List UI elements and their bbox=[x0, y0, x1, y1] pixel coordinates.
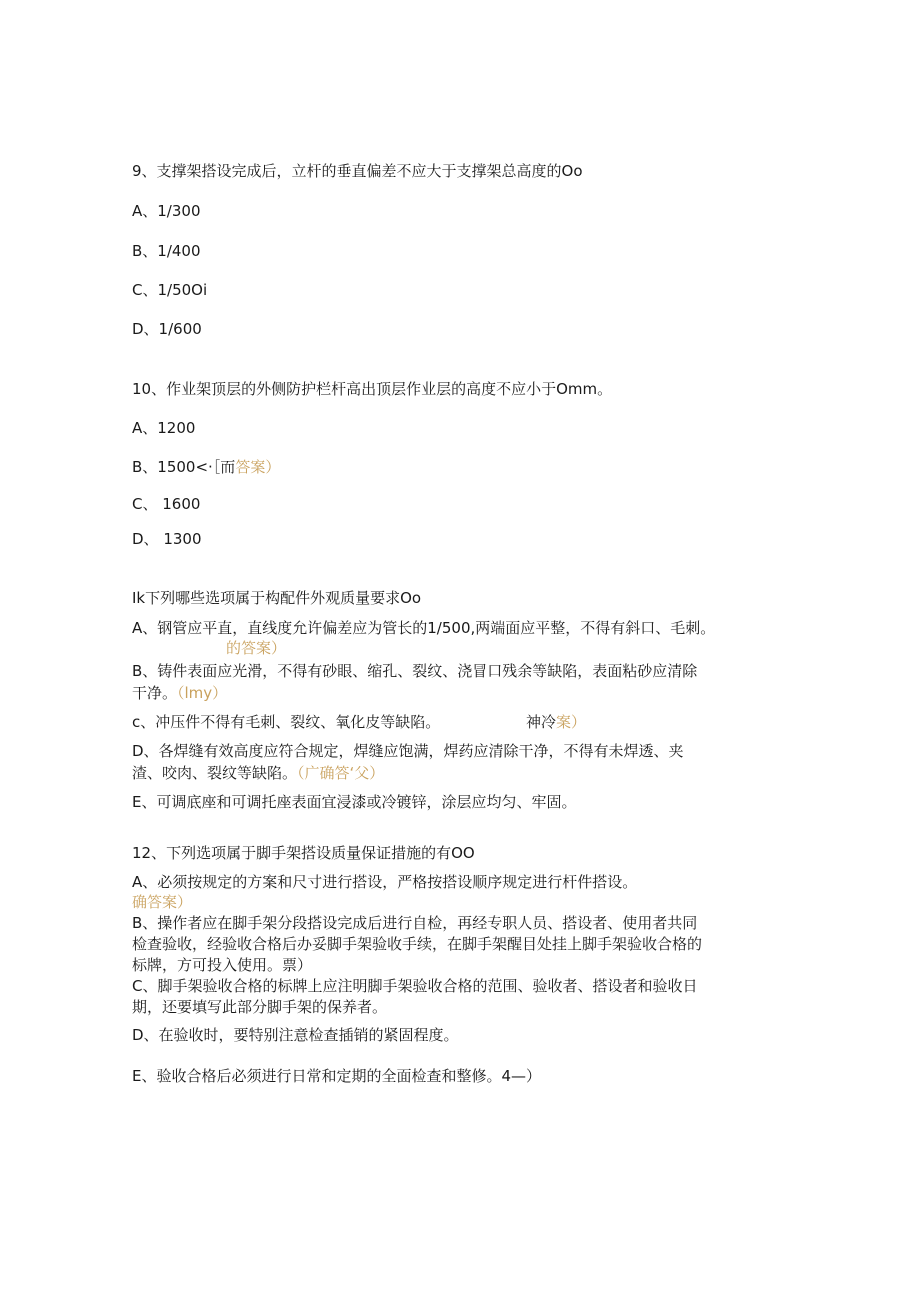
question-10-stem: 10、作业架顶层的外侧防护栏杆高出顶层作业层的高度不应小于Omm。 bbox=[132, 380, 613, 398]
answer-annotation: 的答案） bbox=[226, 639, 287, 657]
option-text: 干净。 bbox=[132, 684, 178, 702]
question-9-option-b: B、1/400 bbox=[132, 242, 201, 260]
answer-annotation: 案） bbox=[556, 713, 587, 731]
question-10-option-c: C、 1600 bbox=[132, 495, 201, 513]
answer-annotation: （lmy） bbox=[177, 684, 228, 702]
question-9-stem: 9、支撑架搭设完成后，立杆的垂直偏差不应大于支撑架总高度的Oo bbox=[132, 162, 583, 180]
question-12-option-a: A、必须按规定的方案和尺寸进行搭设，严格按搭设顺序规定进行杆件搭设。 bbox=[132, 873, 638, 891]
question-11-stem: Ik下列哪些选项属于构配件外观质量要求Oo bbox=[132, 589, 422, 607]
question-10-option-d: D、 1300 bbox=[132, 530, 202, 548]
option-text: 渣、咬肉、裂纹等缺陷。 bbox=[132, 764, 298, 782]
question-11-option-e: E、可调底座和可调托座表面宜浸漆或冷镀锌，涂层应均匀、牢固。 bbox=[132, 793, 577, 811]
question-11-option-d-cont bbox=[132, 762, 384, 784]
question-9-option-a: A、1/300 bbox=[132, 202, 201, 220]
answer-annotation: 答案） bbox=[235, 458, 281, 476]
question-11-option-d: D、各焊缝有效高度应符合规定，焊缝应饱满，焊药应清除干净，不得有未焊透、夹 bbox=[132, 742, 684, 760]
question-11-option-c-tail bbox=[526, 711, 586, 733]
question-12-option-c-cont: 期，还要填写此部分脚手架的保养者。 bbox=[132, 998, 388, 1016]
question-11-option-b: B、铸件表面应光滑，不得有砂眼、缩孔、裂纹、浇冒口残余等缺陷，表面粘砂应清除 bbox=[132, 662, 698, 680]
question-10-option-b bbox=[132, 456, 280, 478]
question-11-option-b-cont bbox=[132, 682, 227, 704]
question-9-option-c: C、1/50Oi bbox=[132, 281, 208, 299]
question-11-option-c: c、冲压件不得有毛刺、裂纹、氧化皮等缺陷。 bbox=[132, 713, 441, 731]
question-12-stem: 12、下列选项属于脚手架搭设质量保证措施的有OO bbox=[132, 844, 475, 862]
question-12-option-b-cont: 检查验收，经验收合格后办妥脚手架验收手续，在脚手架醒目处挂上脚手架验收合格的 bbox=[132, 935, 703, 953]
question-10-option-a: A、1200 bbox=[132, 419, 196, 437]
option-text: B、1500<·［而 bbox=[132, 458, 236, 476]
question-11-option-a: A、钢管应平直，直线度允许偏差应为管长的1/500,两端面应平整，不得有斜口、毛刺。 bbox=[132, 619, 716, 637]
option-text: 神冷 bbox=[526, 713, 557, 731]
question-12-option-d: D、在验收时，要特别注意检查插销的紧固程度。 bbox=[132, 1026, 459, 1044]
question-12-option-b-cont2: 标牌，方可投入使用。票） bbox=[132, 956, 313, 974]
answer-annotation: （广确答‘父） bbox=[297, 764, 385, 782]
question-12-option-e: E、验收合格后必须进行日常和定期的全面检查和整修。4—） bbox=[132, 1067, 542, 1085]
question-9-option-d: D、1/600 bbox=[132, 320, 202, 338]
question-12-option-c: C、脚手架验收合格的标牌上应注明脚手架验收合格的范围、验收者、搭设者和验收日 bbox=[132, 977, 698, 995]
question-12-option-b: B、操作者应在脚手架分段搭设完成后进行自检，再经专职人员、搭设者、使用者共同 bbox=[132, 914, 698, 932]
answer-annotation: 确答案） bbox=[132, 893, 193, 911]
